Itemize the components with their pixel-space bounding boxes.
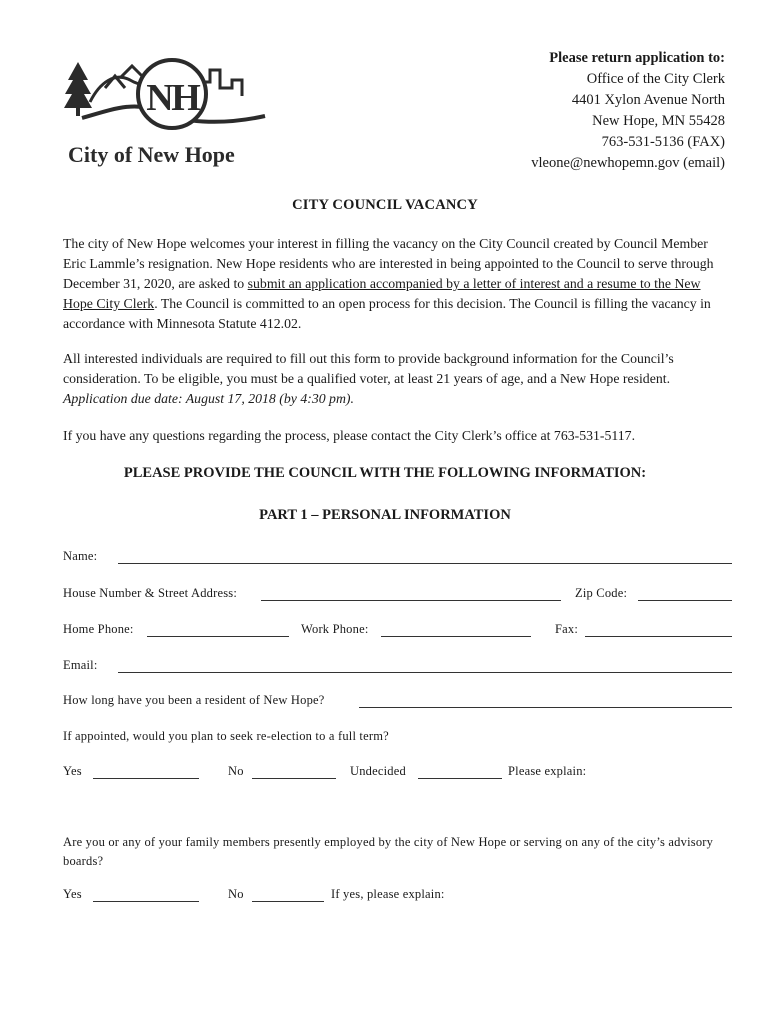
return-line-fax: 763-531-5136 (FAX) [601,134,725,150]
due-date: Application due date: August 17, 2018 (by 4:30 pm). [63,391,354,406]
return-line-email[interactable]: vleone@newhopemn.gov (email) [531,155,725,171]
no2-label: No [228,887,244,901]
fax-label: Fax: [555,622,579,636]
address-label: House Number & Street Address: [63,586,238,600]
home-phone-field[interactable] [147,636,289,637]
if-yes-label: If yes, please explain: [331,887,445,901]
zip-field[interactable] [638,600,732,601]
residency-row [63,690,732,712]
eligibility-text: All interested individuals are required to fill out this form to provide background information for the Council’s consideration. To be eligible, you must be a qualified voter, at least 21 years of age, and a New Hope resident. [63,351,674,386]
work-phone-label: Work Phone: [301,622,369,636]
reelection-answer-row [63,761,732,783]
yes-field[interactable] [93,778,199,779]
yes2-field[interactable] [93,901,199,902]
residency-field[interactable] [359,707,732,708]
return-line-office: Office of the City Clerk [586,71,725,87]
svg-text:N: N [146,77,174,119]
email-label: Email: [63,658,98,672]
yes-label: Yes [63,764,82,778]
undecided-field[interactable] [418,778,502,779]
home-phone-label: Home Phone: [63,622,134,636]
intro-paragraph [63,234,728,334]
return-line-city: New Hope, MN 55428 [592,113,725,129]
work-phone-field[interactable] [381,636,531,637]
undecided-label: Undecided [350,764,406,778]
email-field[interactable] [118,672,732,673]
intro-text: The city of New Hope welcomes your interest in filling the vacancy on the City Council created by Council Member Eric Lammle’s resignation. New Hope residents who are interested in being appointed to the Council to serve through December 31, 2020, are asked to [63,236,714,291]
employment-answer-row [63,884,732,906]
residency-label: How long have you been a resident of New Hope? [63,693,325,707]
submit-instructions: submit an application accompanied by a letter of interest and a resume to the New Hope City Clerk [63,276,701,311]
logo-text: City of New Hope [68,142,235,167]
no2-field[interactable] [252,901,324,902]
contact-paragraph: If you have any questions regarding the process, please contact the City Clerk’s office at 763-531-5117. [63,428,636,443]
phone-row [63,619,732,641]
name-row [63,546,732,568]
reelection-question: If appointed, would you plan to seek re-election to a full term? [63,729,389,743]
part1-heading: PART 1 – PERSONAL INFORMATION [259,507,511,523]
please-explain-label: Please explain: [508,764,587,778]
address-field[interactable] [261,600,561,601]
document-title: CITY COUNCIL VACANCY [292,197,478,213]
new-hope-skyline-icon [60,52,275,147]
name-field[interactable] [118,563,732,564]
eligibility-paragraph [63,349,728,409]
no-field[interactable] [252,778,336,779]
fax-field[interactable] [585,636,732,637]
return-line-street: 4401 Xylon Avenue North [571,92,725,108]
email-row [63,655,732,677]
svg-text:H: H [171,77,201,119]
zip-label: Zip Code: [575,586,628,600]
return-heading: Please return application to: [549,50,725,66]
address-row [63,583,732,605]
name-label: Name: [63,549,98,563]
city-logo [60,52,275,177]
return-address-block [531,48,725,174]
intro-text-end: . The Council is committed to an open process for this decision. The Council is filling the vacancy in accordance with Minnesota Statute 412.02. [63,296,711,331]
employment-question: Are you or any of your family members presently employed by the city of New Hope or serving on any of the city’s advisory boards? [63,835,714,868]
no-label: No [228,764,244,778]
section-heading: PLEASE PROVIDE THE COUNCIL WITH THE FOLLOWING INFORMATION: [123,465,647,481]
yes2-label: Yes [63,887,82,901]
